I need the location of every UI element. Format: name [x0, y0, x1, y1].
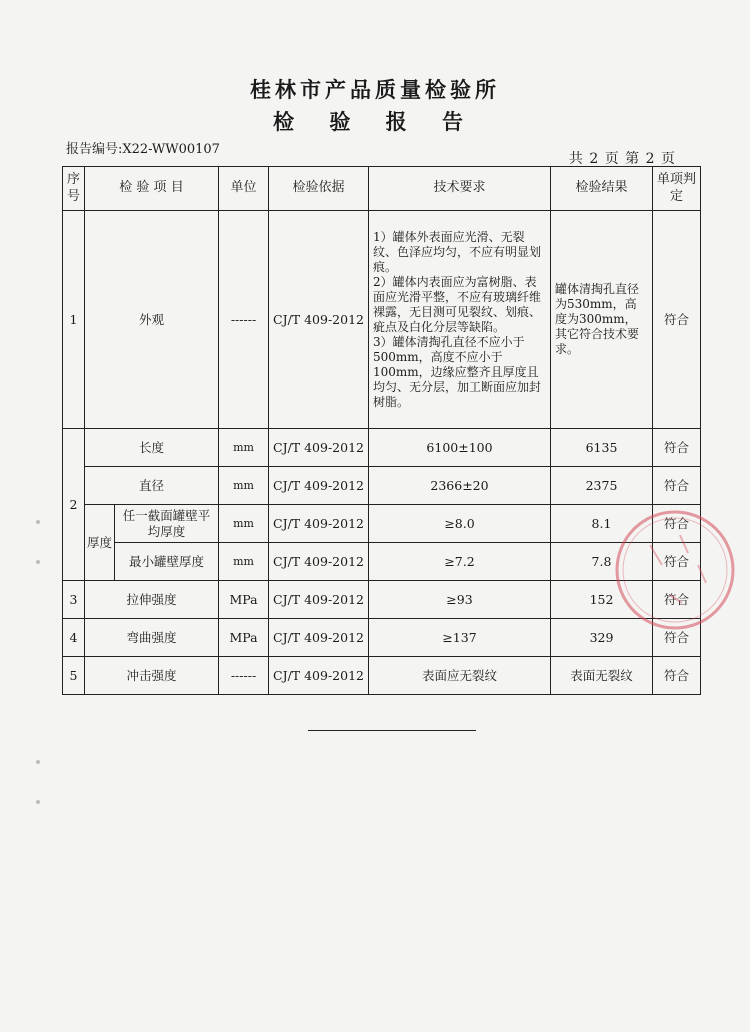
- item-verdict: 符合: [653, 543, 701, 581]
- row-number: 3: [63, 581, 85, 619]
- institute-title: 桂林市产品质量检验所: [250, 77, 500, 102]
- requirement-line: 3）罐体清掏孔直径不应小于500mm，高度不应小于100mm，边缘应整齐且厚度且均匀、无分层，加工断面应加封树脂。: [373, 334, 542, 409]
- item-requirement: 2366±20: [369, 467, 551, 505]
- row-number: 5: [63, 657, 85, 695]
- item-basis: CJ/T 409-2012: [269, 619, 369, 657]
- item-unit: mm: [219, 429, 269, 467]
- report-type-title: 检 验 报 告: [273, 109, 477, 134]
- col-header-verdict: 单项判定: [653, 167, 701, 211]
- item-name: 拉伸强度: [85, 581, 219, 619]
- item-requirement: ≥7.2: [369, 543, 551, 581]
- col-header-requirement: 技术要求: [369, 167, 551, 211]
- thickness-group-label: 厚度: [85, 505, 115, 581]
- item-requirement: ≥8.0: [369, 505, 551, 543]
- item-requirement: ≥137: [369, 619, 551, 657]
- col-header-basis: 检验依据: [269, 167, 369, 211]
- requirement-line: 2）罐体内表面应为富树脂、表面应光滑平整，不应有玻璃纤维裸露，无目测可见裂纹、划痕、疵点及白化分层等缺陷。: [373, 274, 542, 334]
- item-name: 任一截面罐壁平均厚度: [115, 505, 219, 543]
- table-row: [63, 211, 701, 429]
- item-verdict: 符合: [653, 657, 701, 695]
- item-name: 冲击强度: [85, 657, 219, 695]
- table-row: [63, 429, 701, 467]
- header-row: [63, 167, 701, 211]
- item-result: 表面无裂纹: [551, 657, 653, 695]
- item-requirement: [369, 211, 551, 429]
- item-requirement: 表面应无裂纹: [369, 657, 551, 695]
- item-name: 外观: [85, 211, 219, 429]
- item-result: 罐体清掏孔直径为530mm，高度为300mm，其它符合技术要求。: [551, 211, 653, 429]
- item-result: 152: [551, 581, 653, 619]
- requirement-line: 1）罐体外表面应光滑、无裂纹、色泽应均匀，不应有明显划痕。: [373, 229, 542, 274]
- item-verdict: 符合: [653, 619, 701, 657]
- item-basis: CJ/T 409-2012: [269, 581, 369, 619]
- item-name: 弯曲强度: [85, 619, 219, 657]
- item-verdict: 符合: [653, 467, 701, 505]
- table-row: [63, 619, 701, 657]
- item-result: 8.1: [551, 505, 653, 543]
- report-number: 报告编号:X22-WW00107: [66, 142, 220, 157]
- item-basis: CJ/T 409-2012: [269, 467, 369, 505]
- row-number: 4: [63, 619, 85, 657]
- item-name: 直径: [85, 467, 219, 505]
- row-number: 2: [63, 429, 85, 581]
- item-unit: mm: [219, 505, 269, 543]
- item-requirement: 6100±100: [369, 429, 551, 467]
- item-basis: CJ/T 409-2012: [269, 543, 369, 581]
- col-header-item: 检 验 项 目: [85, 167, 219, 211]
- table-row: [63, 581, 701, 619]
- row-number: 1: [63, 211, 85, 429]
- item-basis: CJ/T 409-2012: [269, 211, 369, 429]
- item-result: 329: [551, 619, 653, 657]
- item-verdict: 符合: [653, 581, 701, 619]
- table-row: [63, 505, 701, 543]
- table-row: [63, 543, 701, 581]
- item-result: 7.8: [551, 543, 653, 581]
- item-unit: mm: [219, 467, 269, 505]
- item-unit: ------: [219, 657, 269, 695]
- item-unit: ------: [219, 211, 269, 429]
- item-verdict: 符合: [653, 211, 701, 429]
- item-basis: CJ/T 409-2012: [269, 429, 369, 467]
- item-basis: CJ/T 409-2012: [269, 505, 369, 543]
- inspection-table: [62, 166, 701, 695]
- item-unit: MPa: [219, 619, 269, 657]
- item-verdict: 符合: [653, 505, 701, 543]
- col-header-unit: 单位: [219, 167, 269, 211]
- item-name: 长度: [85, 429, 219, 467]
- item-name: 最小罐壁厚度: [115, 543, 219, 581]
- item-result: 6135: [551, 429, 653, 467]
- item-unit: mm: [219, 543, 269, 581]
- signature-line: [308, 730, 476, 731]
- item-verdict: 符合: [653, 429, 701, 467]
- item-requirement: ≥93: [369, 581, 551, 619]
- page-indicator: 共 2 页 第 2 页: [568, 151, 676, 167]
- item-basis: CJ/T 409-2012: [269, 657, 369, 695]
- table-row: [63, 657, 701, 695]
- item-result: 2375: [551, 467, 653, 505]
- col-header-no: 序号: [63, 167, 85, 211]
- table-row: [63, 467, 701, 505]
- col-header-result: 检验结果: [551, 167, 653, 211]
- item-unit: MPa: [219, 581, 269, 619]
